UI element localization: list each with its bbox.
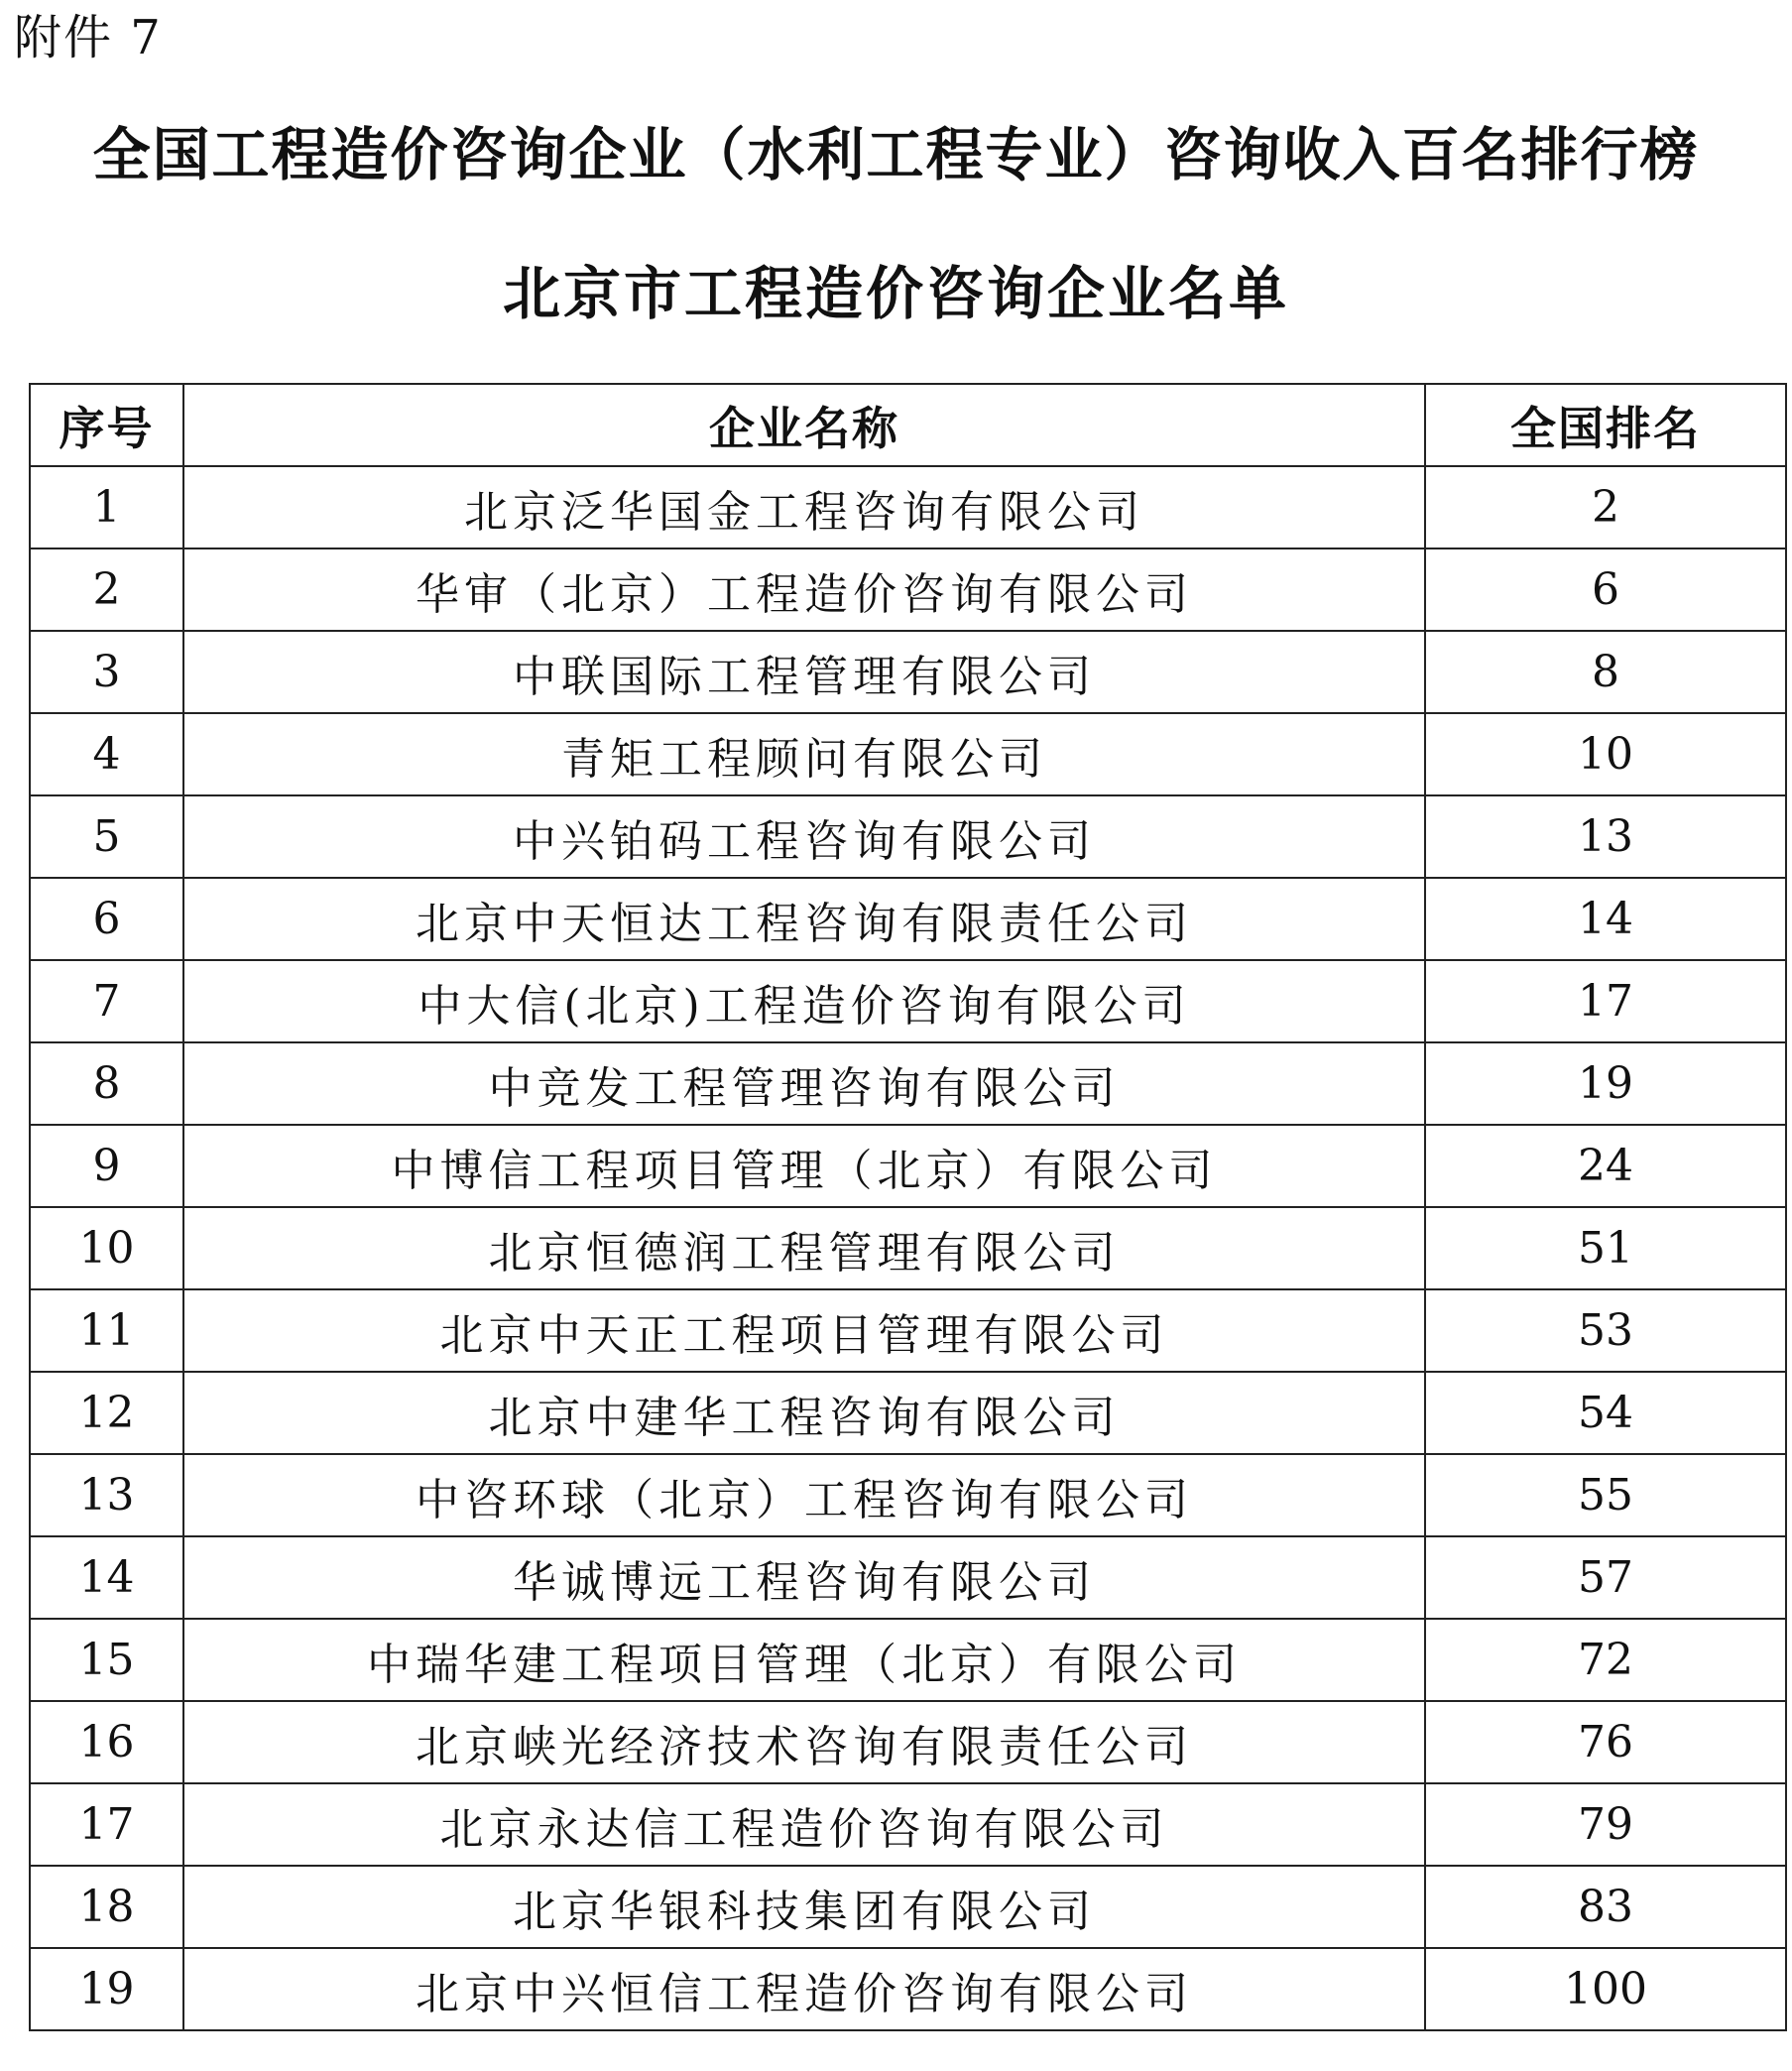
company-name-cell: 北京永达信工程造价咨询有限公司 (183, 1783, 1425, 1866)
national-rank-cell: 76 (1425, 1701, 1786, 1783)
national-rank-cell: 6 (1425, 548, 1786, 631)
national-rank-cell: 8 (1425, 631, 1786, 713)
table-row (30, 466, 1786, 548)
serial-number-cell: 7 (30, 960, 183, 1042)
company-name-cell: 中竞发工程管理咨询有限公司 (183, 1042, 1425, 1125)
company-name-cell: 华诚博远工程咨询有限公司 (183, 1536, 1425, 1619)
table-row (30, 1619, 1786, 1701)
national-rank-cell: 24 (1425, 1125, 1786, 1207)
company-name-cell: 北京恒德润工程管理有限公司 (183, 1207, 1425, 1289)
table-body (30, 466, 1786, 2030)
table-row (30, 713, 1786, 795)
table-row (30, 1125, 1786, 1207)
header-company-name: 企业名称 (183, 384, 1425, 466)
serial-number-cell: 8 (30, 1042, 183, 1125)
national-rank-cell: 83 (1425, 1866, 1786, 1948)
table-row (30, 1372, 1786, 1454)
attachment-label: 附件 7 (14, 10, 163, 65)
company-name-cell: 北京中建华工程咨询有限公司 (183, 1372, 1425, 1454)
national-rank-cell: 17 (1425, 960, 1786, 1042)
national-rank-cell: 19 (1425, 1042, 1786, 1125)
serial-number-cell: 19 (30, 1948, 183, 2030)
ranking-table (29, 383, 1787, 2031)
serial-number-cell: 3 (30, 631, 183, 713)
serial-number-cell: 9 (30, 1125, 183, 1207)
table-row (30, 878, 1786, 960)
table-row (30, 1289, 1786, 1372)
national-rank-cell: 2 (1425, 466, 1786, 548)
table-row (30, 1948, 1786, 2030)
table-header-row (30, 384, 1786, 466)
company-name-cell: 中瑞华建工程项目管理（北京）有限公司 (183, 1619, 1425, 1701)
serial-number-cell: 10 (30, 1207, 183, 1289)
serial-number-cell: 14 (30, 1536, 183, 1619)
national-rank-cell: 53 (1425, 1289, 1786, 1372)
company-name-cell: 北京泛华国金工程咨询有限公司 (183, 466, 1425, 548)
national-rank-cell: 100 (1425, 1948, 1786, 2030)
table-row (30, 1042, 1786, 1125)
national-rank-cell: 72 (1425, 1619, 1786, 1701)
national-rank-cell: 51 (1425, 1207, 1786, 1289)
company-name-cell: 中博信工程项目管理（北京）有限公司 (183, 1125, 1425, 1207)
company-name-cell: 中联国际工程管理有限公司 (183, 631, 1425, 713)
serial-number-cell: 2 (30, 548, 183, 631)
table-row (30, 960, 1786, 1042)
document-subtitle: 北京市工程造价咨询企业名单 (502, 260, 1289, 327)
company-name-cell: 青矩工程顾问有限公司 (183, 713, 1425, 795)
table-row (30, 1536, 1786, 1619)
national-rank-cell: 55 (1425, 1454, 1786, 1536)
company-name-cell: 北京华银科技集团有限公司 (183, 1866, 1425, 1948)
serial-number-cell: 18 (30, 1866, 183, 1948)
serial-number-cell: 13 (30, 1454, 183, 1536)
table-row (30, 1454, 1786, 1536)
table-row (30, 1207, 1786, 1289)
national-rank-cell: 79 (1425, 1783, 1786, 1866)
serial-number-cell: 11 (30, 1289, 183, 1372)
national-rank-cell: 14 (1425, 878, 1786, 960)
serial-number-cell: 6 (30, 878, 183, 960)
company-name-cell: 中大信(北京)工程造价咨询有限公司 (183, 960, 1425, 1042)
national-rank-cell: 10 (1425, 713, 1786, 795)
company-name-cell: 北京中天恒达工程咨询有限责任公司 (183, 878, 1425, 960)
national-rank-cell: 54 (1425, 1372, 1786, 1454)
company-name-cell: 中兴铂码工程咨询有限公司 (183, 795, 1425, 878)
serial-number-cell: 16 (30, 1701, 183, 1783)
table-row (30, 1866, 1786, 1948)
national-rank-cell: 57 (1425, 1536, 1786, 1619)
company-name-cell: 中咨环球（北京）工程咨询有限公司 (183, 1454, 1425, 1536)
company-name-cell: 北京中兴恒信工程造价咨询有限公司 (183, 1948, 1425, 2030)
serial-number-cell: 12 (30, 1372, 183, 1454)
table-row (30, 631, 1786, 713)
company-name-cell: 华审（北京）工程造价咨询有限公司 (183, 548, 1425, 631)
serial-number-cell: 5 (30, 795, 183, 878)
serial-number-cell: 15 (30, 1619, 183, 1701)
header-serial-number: 序号 (30, 384, 183, 466)
serial-number-cell: 4 (30, 713, 183, 795)
company-name-cell: 北京中天正工程项目管理有限公司 (183, 1289, 1425, 1372)
table-row (30, 548, 1786, 631)
serial-number-cell: 1 (30, 466, 183, 548)
document-title: 全国工程造价咨询企业（水利工程专业）咨询收入百名排行榜 (92, 121, 1700, 188)
company-name-cell: 北京峡光经济技术咨询有限责任公司 (183, 1701, 1425, 1783)
table-row (30, 1701, 1786, 1783)
table-row (30, 795, 1786, 878)
national-rank-cell: 13 (1425, 795, 1786, 878)
serial-number-cell: 17 (30, 1783, 183, 1866)
header-national-rank: 全国排名 (1425, 384, 1786, 466)
table-row (30, 1783, 1786, 1866)
